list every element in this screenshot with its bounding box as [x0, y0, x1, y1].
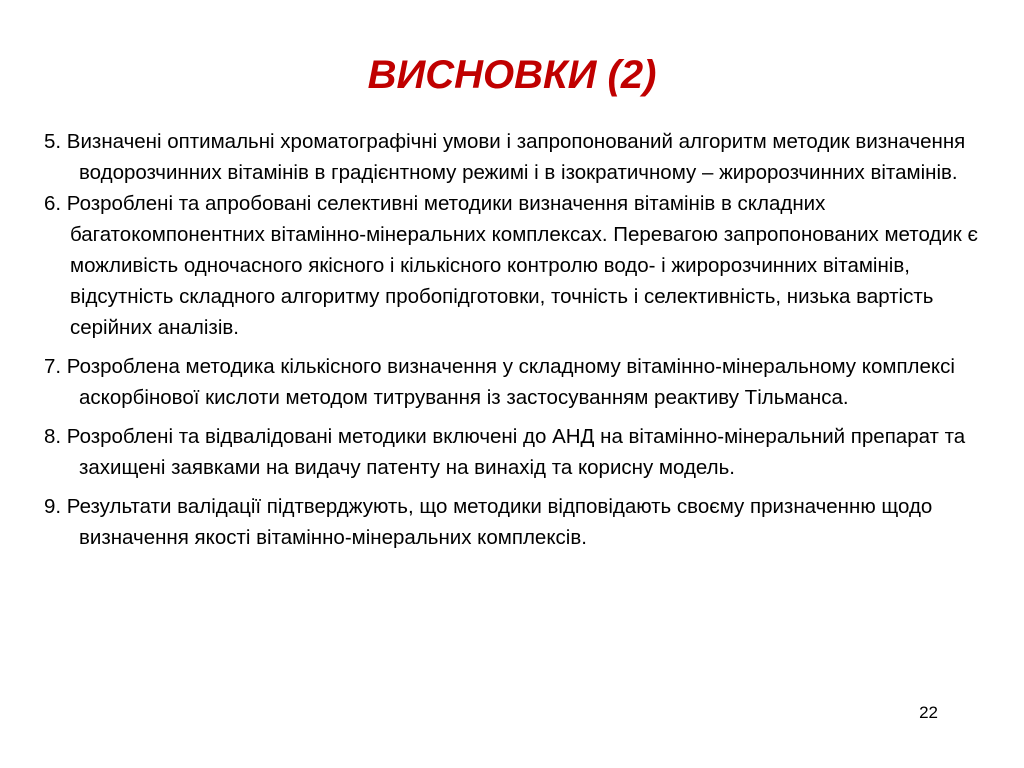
slide-title: ВИСНОВКИ (2): [367, 53, 657, 97]
slide-number: 22: [919, 703, 938, 722]
conclusion-item-5: 5. Визначені оптимальні хроматографічні умови і запропонований алгоритм методик визначення водорозчинних вітамінів в градієнтному режимі і в ізократичному – жиророзчинних вітамінів.: [44, 130, 966, 184]
conclusion-item-7: 7. Розроблена методика кількісного визначення у складному вітамінно-мінеральному комплексі аскорбінової кислоти методом титрування із застосуванням реактиву Тільманса.: [44, 355, 955, 409]
conclusion-item-8: 8. Розроблені та відвалідовані методики включені до АНД на вітамінно-мінеральний препарат та захищені заявками на видачу патенту на винахід та корисну модель.: [44, 425, 966, 479]
conclusion-item-6: 6. Розроблені та апробовані селективні методики визначення вітамінів в складних багатокомпонентних вітамінно-мінеральних комплексах. Перевагою запропонованих методик є можливість одночасного якісного і кількісного контролю водо- і жиророзчинних вітамінів, відсутність складного алгоритму пробопідготовки, точність і селективність, низька вартість серійних аналізів.: [44, 192, 978, 339]
conclusions-list: [44, 126, 994, 553]
conclusion-item-9: 9. Результати валідації підтверджують, що методики відповідають своєму призначенню щодо визначення якості вітамінно-мінеральних комплексів.: [44, 495, 933, 549]
